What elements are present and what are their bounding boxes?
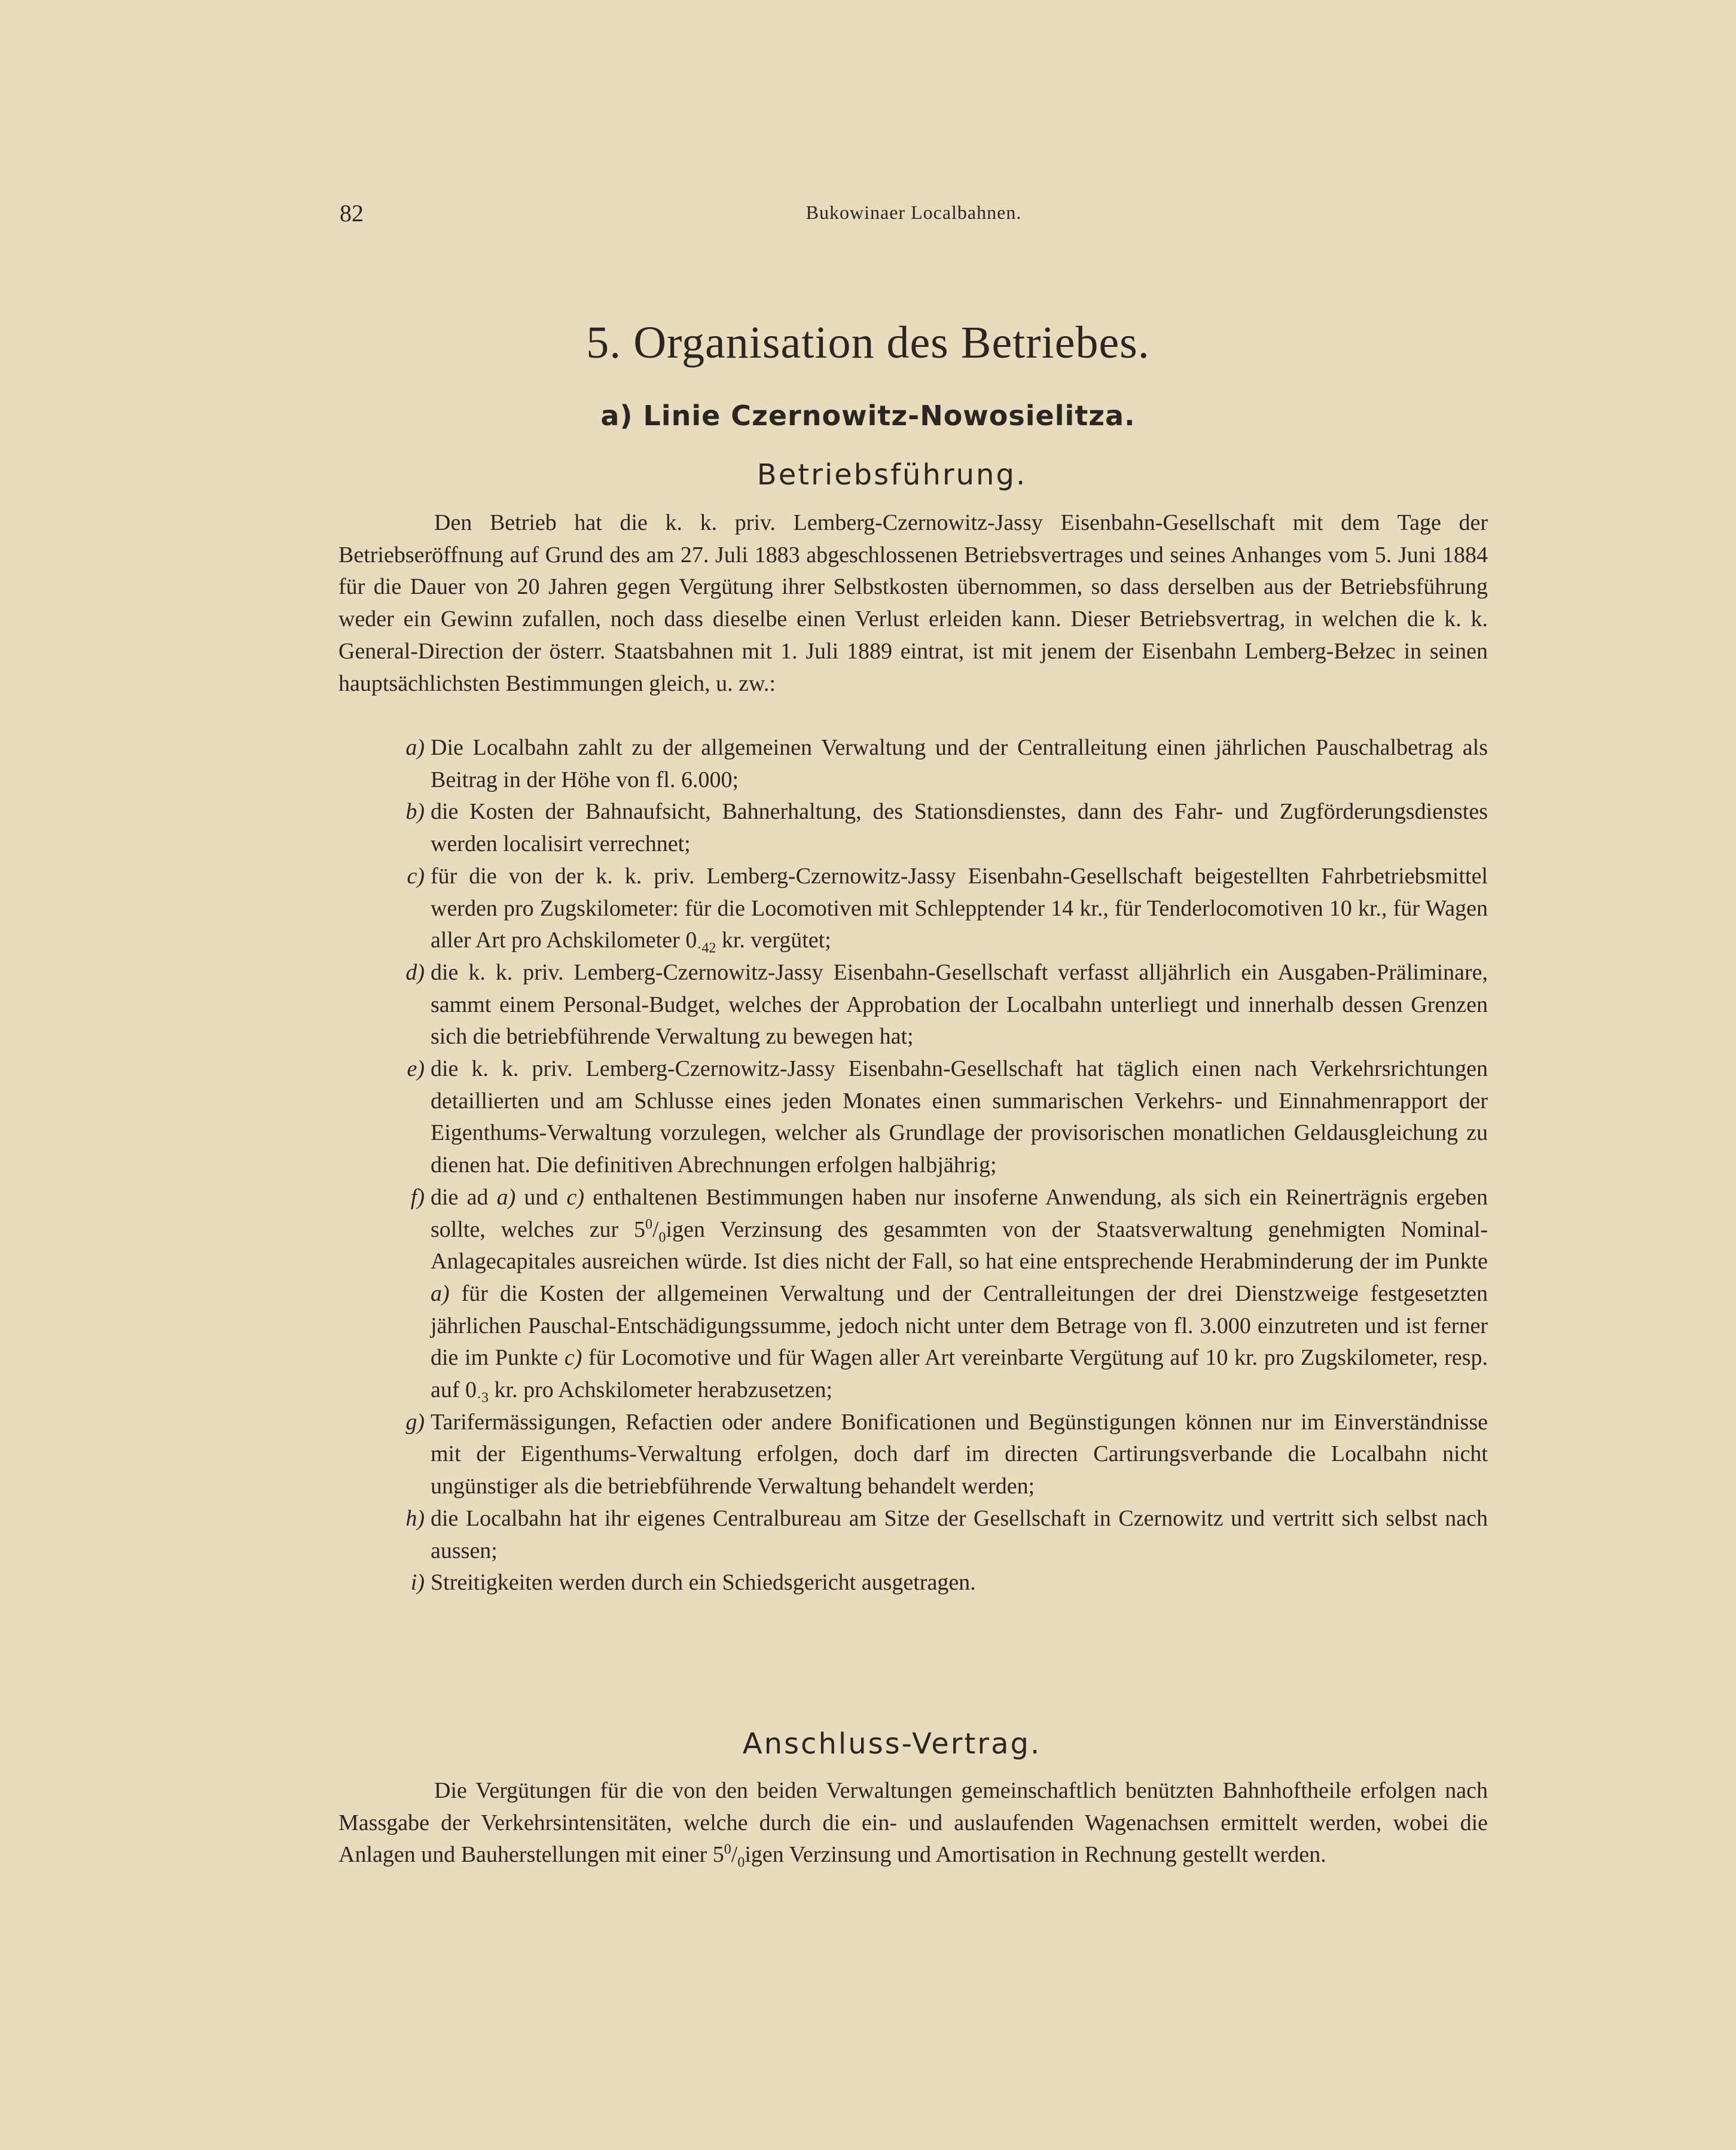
list-item [338, 1567, 1488, 1599]
item-marker: b) [405, 799, 425, 825]
anschluss-paragraph: Die Vergütungen für die von den beiden Verwaltungen gemeinschaftlich benützten Bahnhoftheile erfolgen nach Massgabe der Verkehrsintensitäten, welche durch die ein- und auslaufenden Wagenachsen ermittelt werden, wobei die Anlagen und Bauherstellungen mit einer $5^0/_0igen$ Verzinsung und Amortisation in Rechnung gestellt werden. [338, 1778, 1488, 1871]
chapter-title: 5. Organisation des Betriebes. [586, 318, 1150, 368]
heading-anschluss-vertrag: Anschluss-Vertrag. [742, 1727, 1042, 1761]
item-text: Streitigkeiten werden durch ein Schiedsgericht ausgetragen. [431, 1570, 976, 1596]
page-header [340, 199, 1488, 235]
list-item [338, 1503, 1488, 1567]
item-text: die k. k. priv. Lemberg-Czernowitz-Jassy Eisenbahn-Gesellschaft hat täglich einen nach Verkehrsrichtungen detaillierten und am Schlusse eines jeden Monates einen summarischen Verkehrs- und Einnahmenrapport der Eigenthums-Verwaltung vorzulegen, welcher als Grundlage der provisorischen monatlichen Geldausgleichung zu dienen hat. Die definitiven Abrechnungen erfolgen halbjährig; [431, 1056, 1488, 1178]
list-item [338, 1053, 1488, 1182]
intro-paragraph: Den Betrieb hat die k. k. priv. Lemberg-Czernowitz-Jassy Eisenbahn-Gesellschaft mit dem Tage der Betriebseröffnung auf Grund des am 27. Juli 1883 abgeschlossenen Betriebsvertrages und seines Anhanges vom 5. Juni 1884 für die Dauer von 20 Jahren gegen Vergütung ihrer Selbstkosten übernommen, so dass derselben aus der Betriebsführung weder ein Gewinn zufallen, noch dass dieselbe einen Verlust erleiden kann. Dieser Betriebsvertrag, in welchen die k. k. General-Direction der österr. Staatsbahnen mit 1. Juli 1889 eintrat, ist mit jenem der Eisenbahn Lemberg-Bełzec in seinen hauptsächlichsten Bestimmungen gleich, u. zw.: [338, 510, 1488, 696]
item-marker: c) [407, 863, 425, 889]
section-subtitle: a) Linie Czernowitz-Nowosielitza. [600, 399, 1136, 432]
item-marker: g) [405, 1409, 425, 1435]
item-text: Tarifermässigungen, Refactien oder andere Bonificationen und Begünstigungen können nur im Einverständnisse mit der Eigenthums-Verwaltung erfolgen, doch darf im directen Cartirungsverbande die Localbahn nicht ungünstiger als die betriebführende Verwaltung behandelt werden; [431, 1409, 1488, 1499]
item-marker: h) [405, 1505, 425, 1531]
item-marker: e) [407, 1056, 425, 1082]
list-item [338, 861, 1488, 957]
item-marker: f) [410, 1184, 425, 1210]
item-marker: d) [405, 959, 425, 985]
running-title: Bukowinaer Localbahnen. [806, 202, 1022, 223]
list-item [338, 796, 1488, 860]
item-text: die ad a) und c) enthaltenen Bestimmungen haben nur insoferne Anwendung, als sich ein Reinerträgnis ergeben sollte, welches zur $5^0/_0igen$ Verzinsung des gesammten von der Staatsverwaltung genehmigten Nominal-Anlagecapitales ausreichen würde. Ist dies nicht der Fall, so hat eine entsprechende Herabminderung der im Punkte a) für die Kosten der allgemeinen Verwaltung und der Centralleitungen der drei Dienstzweige festgesetzten jährlichen Pauschal-Entschädigungssumme, jedoch nicht unter dem Betrage von fl. 3.000 einzutreten und ist ferner die im Punkte c) für Locomotive und für Wagen aller Art vereinbarte Vergütung auf 10 kr. pro Zugskilometer, resp. auf $0_{\cdot 3}$ kr. pro Achskilometer herabzusetzen; [431, 1184, 1488, 1406]
item-marker: a) [405, 735, 425, 760]
list-item [338, 1182, 1488, 1407]
list-item [338, 957, 1488, 1053]
item-text: für die von der k. k. priv. Lemberg-Czernowitz-Jassy Eisenbahn-Gesellschaft beigestellten Fahrbetriebsmittel werden pro Zugskilometer: für die Locomotiven mit Schlepptender 14 kr., für Tenderlocomotiven 10 kr., für Wagen aller Art pro Achskilometer $0_{\cdot 42}$ kr. vergütet; [431, 863, 1488, 956]
item-marker: i) [410, 1570, 425, 1596]
item-text: die Localbahn hat ihr eigenes Centralbureau am Sitze der Gesellschaft in Czernowitz und vertritt sich selbst nach aussen; [431, 1505, 1488, 1563]
item-text: die Kosten der Bahnaufsicht, Bahnerhaltung, des Stationsdienstes, dann des Fahr- und Zugförderungsdienstes werden localisirt verrechnet; [431, 799, 1488, 857]
heading-betriebsfuehrung: Betriebsführung. [756, 458, 1027, 492]
list-item [338, 1407, 1488, 1503]
item-text: die k. k. priv. Lemberg-Czernowitz-Jassy Eisenbahn-Gesellschaft verfasst alljährlich ein Ausgaben-Präliminare, sammt einem Personal-Budget, welches der Approbation der Localbahn unterliegt und innerhalb dessen Grenzen sich die betriebführende Verwaltung zu bewegen hat; [431, 959, 1488, 1050]
item-text: Die Localbahn zahlt zu der allgemeinen Verwaltung und der Centralleitung einen jährlichen Pauschalbetrag als Beitrag in der Höhe von fl. 6.000; [431, 735, 1488, 792]
contract-terms-list [338, 732, 1488, 1599]
list-item [338, 732, 1488, 796]
page-number: 82 [340, 200, 364, 227]
